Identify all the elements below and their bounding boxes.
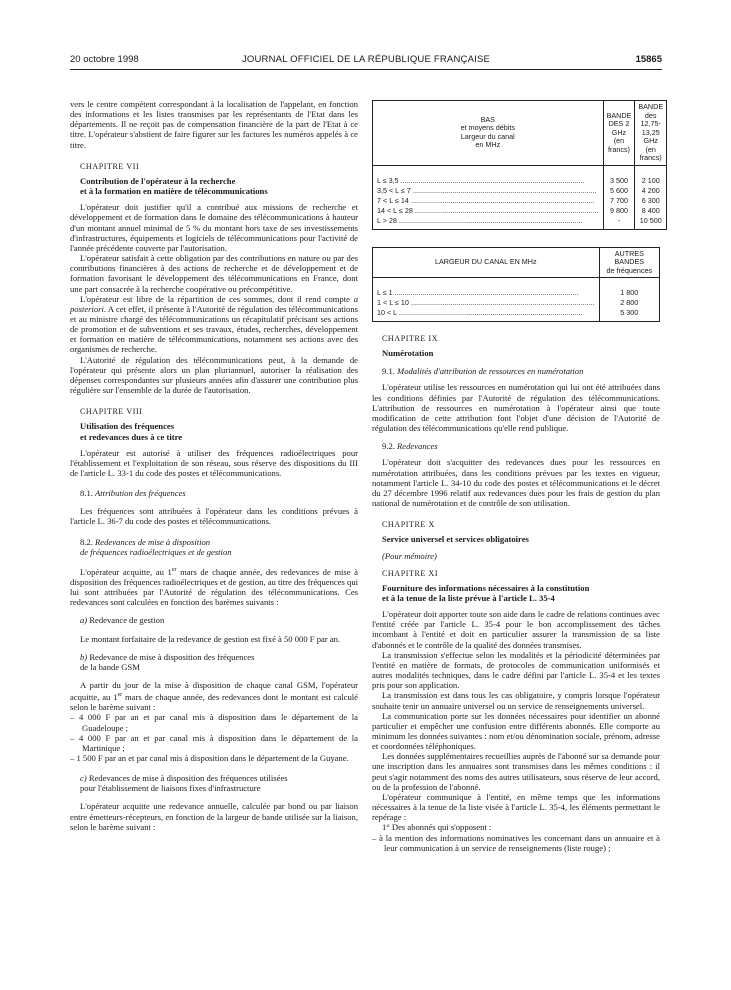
chapter-note: (Pour mémoire) (382, 550, 437, 561)
fee-table-low-bands (372, 100, 667, 230)
paragraph: L'opérateur acquitte une redevance annuelle, calculée par bond ou par liaison entre émetteurs-récepteurs, en fonction de la largeur de bande utilisée sur la liaison, selon le barème suivant : (70, 801, 358, 832)
chapter-heading: CHAPITRE VII (80, 161, 140, 171)
page-header (70, 54, 662, 68)
issue-date: 20 octobre 1998 (70, 54, 139, 65)
chapter-heading: CHAPITRE VIII (80, 407, 143, 417)
chapter-title: et redevances dues à ce titre (80, 431, 183, 442)
table-header: AUTRES BANDES de fréquences (599, 247, 659, 278)
paragraph: Les fréquences sont attribuées à l'opérateur dans les conditions prévues à l'article L. 36-7 du code des postes et télécommunications. (70, 506, 358, 527)
left-column (70, 99, 358, 832)
table-row: L ≤ 1 ..... 1 < L ≤ 10 ..... 10 < L ..... 1 800 2 800 5 300 (373, 278, 660, 322)
paragraph: vers le centre compétent correspondant à la localisation de l'appelant, en fonction des informations et les listes transmises par les représentants de l'Etat dans les départements. Il ne reçoit pas de compensation financière de la part de l'Etat à ce titre. L'opérateur s'abstient de faire figurer sur les factures les numéros appelés à ce titre. (70, 99, 358, 150)
paragraph: L'opérateur est libre de la répartition de ces sommes, dont il rend compte a posteriori. A cet effet, il présente à l'Autorité de régulation des télécommunications et au ministre chargé des télécommunications un récapitulatif précisant ses actions de promotion et de subventions et ses travaux, études, recherches, développement et formation en matière de télécommunications, notamment ses actions avec des organismes de recherche. (70, 293, 358, 355)
chapter-heading: CHAPITRE IX (382, 334, 439, 343)
chapter-title: Utilisation des fréquences (80, 421, 175, 432)
table-header: BANDE DES 2 GHz (en francs) (603, 101, 635, 166)
section-heading: 8.2. Redevances de mise à disposition (80, 536, 211, 547)
chapter-title: Service universel et services obligatoires (382, 534, 529, 545)
list-item: – 1 500 F par an et par canal mis à disposition dans le département de la Guyane. (70, 753, 349, 763)
list-item: – 4 000 F par an et par canal mis à disposition dans le département de la Guadeloupe ; (70, 712, 358, 733)
section-heading: 9.2. Redevances (382, 441, 438, 452)
paragraph: 1° Des abonnés qui s'opposent : (382, 822, 492, 833)
paragraph: L'opérateur satisfait à cette obligation par des contributions en nature ou par des contributions financières à des actions de recherche et de développement et de formation favorisant le développement des télécommunications en France, dont une part consacrée à la recherche coopérative ou précompétitive. (70, 253, 358, 294)
chapter-title: Numérotation (382, 348, 434, 359)
right-column (372, 100, 664, 853)
paragraph: Le montant forfaitaire de la redevance de gestion est fixé à 50 000 F par an. (80, 633, 341, 644)
paragraph: L'Autorité de régulation des télécommunications peut, à la demande de l'opérateur qui présente alors un plan pluriannuel, autoriser la réalisation des dépenses correspondantes sur plusieurs années afin d'assurer une contribution plus régulière sur l'ensemble de la durée de l'autorisation. (70, 354, 358, 396)
paragraph: L'opérateur communique à l'entité, en même temps que les informations nécessaires à la tenue de la liste visée à l'article L. 35-4, les éléments permettant le repérage : (372, 791, 660, 823)
section-heading: de fréquences radioélectriques et de gestion (80, 546, 232, 557)
paragraph: L'opérateur doit justifier qu'il a contribué aux missions de recherche et développement et de formation dans le domaine des télécommunications à hauteur d'un montant annuel minimal de 5 % du montant hors taxe de ses investissements d'infrastructures, équipements et logiciels de télécommunications pour l'activité de l'année précédente couverte par l'autorisation. (70, 202, 358, 253)
table-header: LARGEUR DU CANAL EN MHz (373, 247, 600, 278)
subsection-heading: de la bande GSM (80, 661, 140, 672)
header-rule (70, 69, 662, 70)
section-heading: 8.1. Attribution des fréquences (80, 488, 186, 499)
paragraph: La transmission s'effectue selon les modalités et la périodicité déterminées par l'entité en matière de formats, de protocoles de communication uniformisés et autres modalités techniques, dans le cadre défini par l'article L. 35-4 et les textes pris pour son application. (372, 649, 660, 691)
journal-title: JOURNAL OFFICIEL DE LA RÉPUBLIQUE FRANÇAISE (241, 54, 491, 65)
subsection-heading: a) Redevance de gestion (80, 615, 165, 626)
paragraph: L'opérateur doit apporter toute son aide dans le cadre de relations continues avec l'entité créée par l'article L. 35-4 pour le bon accomplissement des tâches incombant à l'entité et doit en particulier assurer la transmission de sa liste d'abonnés et le contrôle de la qualité des données transmises. (372, 609, 660, 650)
table-header: BANDE des 12,75-13,25 GHz (en francs) (635, 101, 667, 166)
chapter-title: Fourniture des informations nécessaires à la constitution (382, 582, 590, 593)
paragraph: La transmission est dans tous les cas obligatoire, y compris lorsque l'opérateur souhaite tenir un annuaire universel ou un service de renseignements universel. (372, 690, 660, 711)
paragraph: L'opérateur doit s'acquitter des redevances dues pour les ressources en numérotation attribuées, dans les conditions prévues par les textes en vigueur, notamment l'article L. 34-10 du code des postes et télécommunications et le décret du 27 décembre 1996 relatif aux redevances dues pour les frais de gestion du plan national de numérotation et de contrôle de son utilisation. (372, 457, 660, 509)
subsection-heading: pour l'établissement de liaisons fixes d'infrastructure (80, 783, 261, 794)
subsection-heading: b) Redevance de mise à disposition des fréquences (80, 651, 255, 662)
subsection-heading: c) Redevances de mise à disposition des fréquences utilisées (80, 773, 288, 784)
page-number: 15865 (635, 54, 662, 65)
paragraph: A partir du jour de la mise à disposition de chaque canal GSM, l'opérateur acquitte, au 1er mars de chaque année, des redevances dont le montant est calculé selon le barème suivant : (70, 680, 358, 713)
table-header: BAS et moyens débits Largeur du canal en MHz (373, 101, 604, 166)
table-row: L ≤ 3,5 ..... 3,5 < L ≤ 7 ..... 7 < L ≤ 14 ..... 14 < L ≤ 28 ..... L > 28 ..... 3 500 5 600 7 700 9 800 - 2 100 4 200 6 300 8 400 10 500 (373, 165, 667, 229)
section-heading: 9.1. Modalités d'attribution de ressources en numérotation (382, 366, 584, 377)
paragraph: L'opérateur acquitte, au 1er mars de chaque année, des redevances de mise à disposition des fréquences radioélectriques et de gestion, au titre des fréquences qui lui sont attribuées par l'Autorité de régulation des télécommunications. Ces redevances sont calculées en fonction des barèmes suivants : (70, 566, 359, 608)
list-item: – 4 000 F par an et par canal mis à disposition dans le département de la Martinique ; (70, 732, 358, 753)
chapter-title: Contribution de l'opérateur à la recherche (80, 175, 236, 186)
fee-table-other-bands (372, 247, 660, 323)
list-item: – à la mention des informations nominatives les concernant dans un annuaire et à leur communication à un service de renseignements (liste rouge) ; (372, 832, 660, 853)
chapter-heading: CHAPITRE X (382, 520, 435, 530)
chapter-title: et à la tenue de la liste prévue à l'article L. 35-4 (382, 592, 555, 603)
paragraph: La communication porte sur les données nécessaires pour identifier un abonné particulier et empêcher une confusion entre différents abonnés. Elle comporte au minimum les données suivantes : nom et/ou dénomination sociale, prénom, adresse et coordonnées téléphoniques. (372, 710, 660, 752)
paragraph: L'opérateur est autorisé à utiliser des fréquences radioélectriques pour l'établissement et l'exploitation de son réseau, sous réserve des dispositions du III de l'article L. 33-1 du code des postes et télécommunications. (70, 447, 358, 478)
chapter-title: et à la formation en matière de télécommunications (80, 186, 268, 197)
paragraph: Les données supplémentaires recueillies auprès de l'abonné sur sa demande pour une inscription dans les annuaires sont transmises dans les mêmes conditions : il peut s'agir notamment des noms des autres utilisateurs, sous réserve de leur accord, ou de la profession de l'abonné. (372, 751, 660, 792)
paragraph: L'opérateur utilise les ressources en numérotation qui lui ont été attribuées dans les conditions définies par l'Autorité de régulation des télécommunications. L'attribution de ressources en numérotation à l'opérateur ainsi que toute modification de cette attribution font l'objet d'une décision de l'Autorité de régulation des télécommunications qu'elle rend publique. (372, 382, 660, 434)
chapter-heading: CHAPITRE XI (382, 568, 439, 578)
